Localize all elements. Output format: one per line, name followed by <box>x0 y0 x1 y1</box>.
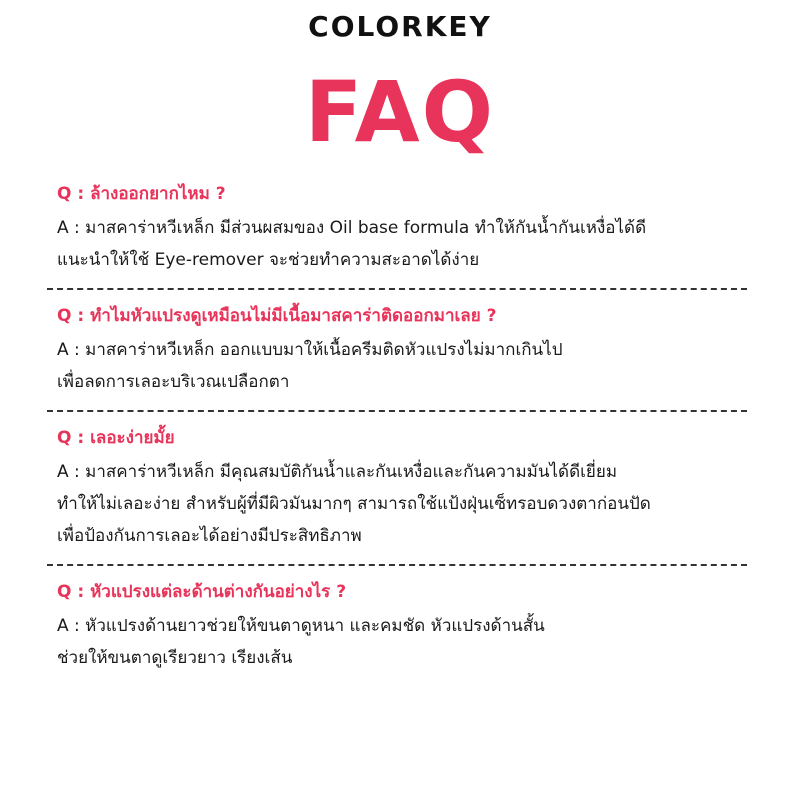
page-title: FAQ <box>304 63 496 161</box>
dashed-divider <box>47 288 747 290</box>
faq-item <box>57 302 757 398</box>
faq-list <box>57 180 757 674</box>
faq-answer <box>57 334 757 398</box>
faq-answer-line: เพื่อลดการเลอะบริเวณเปลือกตา <box>57 372 290 392</box>
faq-answer-line: ช่วยให้ขนตาดูเรียวยาว เรียงเส้น <box>57 648 293 668</box>
faq-answer-line: A : มาสคาร่าหวีเหล็ก มีส่วนผสมของ Oil base formula ทำให้กันน้ำกันเหงื่อได้ดี <box>57 218 647 238</box>
faq-item <box>57 578 757 674</box>
dashed-divider <box>47 410 747 412</box>
faq-answer <box>57 610 757 674</box>
faq-answer-line: แนะนำให้ใช้ Eye-remover จะช่วยทำความสะอาดได้ง่าย <box>57 250 480 270</box>
faq-answer-line: เพื่อป้องกันการเลอะได้อย่างมีประสิทธิภาพ <box>57 526 362 546</box>
faq-answer-line: A : มาสคาร่าหวีเหล็ก ออกแบบมาให้เนื้อครีมติดหัวแปรงไม่มากเกินไป <box>57 340 563 360</box>
faq-question: Q : ล้างออกยากไหม ? <box>57 184 226 204</box>
faq-question: Q : ทำไมหัวแปรงดูเหมือนไม่มีเนื้อมาสคาร่าติดออกมาเลย ? <box>57 306 497 326</box>
brand-logo: COLORKEY <box>308 10 492 43</box>
faq-question: Q : เลอะง่ายมั้ย <box>57 428 175 448</box>
faq-answer-line: A : มาสคาร่าหวีเหล็ก มีคุณสมบัติกันน้ำและกันเหงื่อและกันความมันได้ดีเยี่ยม <box>57 462 618 482</box>
faq-answer-line: ทำให้ไม่เลอะง่าย สำหรับผู้ที่มีผิวมันมากๆ สามารถใช้แป้งฝุ่นเซ็ทรอบดวงตาก่อนปัด <box>57 494 651 514</box>
faq-question: Q : หัวแปรงแต่ละด้านต่างกันอย่างไร ? <box>57 582 347 602</box>
faq-answer-line: A : หัวแปรงด้านยาวช่วยให้ขนตาดูหนา และคมชัด หัวแปรงด้านสั้น <box>57 616 545 636</box>
dashed-divider <box>47 564 747 566</box>
faq-item <box>57 424 757 552</box>
faq-answer <box>57 456 757 552</box>
faq-item <box>57 180 757 276</box>
faq-answer <box>57 212 757 276</box>
